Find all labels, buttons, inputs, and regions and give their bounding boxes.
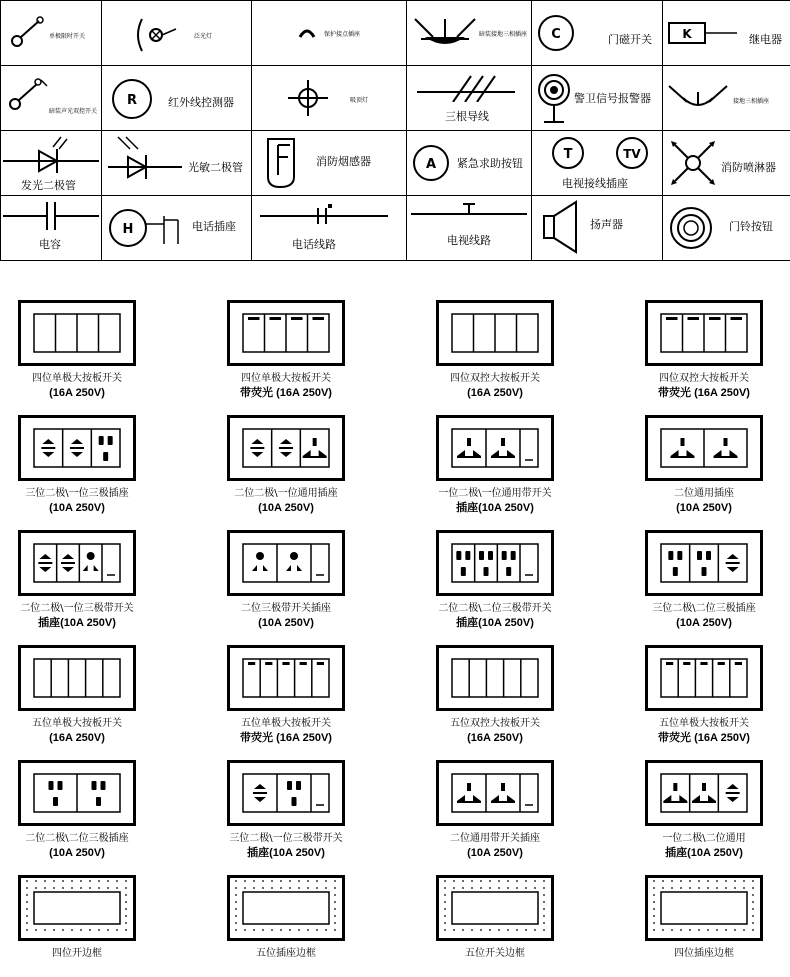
panel-plate [227,760,345,826]
panel-caption-line2: (16A 250V) [49,387,105,399]
panel-caption-line2: (10A 250V) [467,847,523,859]
panel-caption [211,832,361,860]
panel-caption [420,602,570,630]
cell-phone-line [252,196,407,261]
panel-caption [629,602,779,630]
panel-caption [420,717,570,745]
label-sprinkler: 消防喷淋器 [721,161,776,174]
cell-doorbell [663,196,790,261]
panel-caption-line2: (10A 250V) [676,617,732,629]
cell-phone-socket [102,196,252,261]
guard-alarm-symbol [536,72,572,128]
panel-caption-line1: 一位二极\二位通用 [662,833,746,844]
panel-caption-line2: 插座(10A 250V) [456,502,534,514]
panel-caption-line2: (10A 250V) [49,847,105,859]
label-infrared-detector: 红外线控测器 [168,96,234,109]
label-door-switch: 门磁开关 [608,33,652,46]
ceiling-lamp-symbol [288,80,328,116]
panel-caption-line2: (10A 250V) [258,617,314,629]
cell-speaker [532,196,663,261]
panel-plate [645,530,763,596]
label-phone-socket: 电话插座 [192,220,236,233]
panel-caption-line1: 三位二极\一位三极带开关 [229,833,343,844]
sound-light-switch-symbol [7,76,51,112]
panel-caption-line2: 带荧光 (16A 250V) [240,732,332,744]
panel-plate [645,415,763,481]
tv-socket-symbol [550,135,650,171]
infrared-letter: R [126,93,138,108]
protected-socket-symbol [298,25,316,39]
panel-caption-line1: 一位二极\一位通用带开关 [438,488,552,499]
panel-plate [436,760,554,826]
panel-caption [211,602,361,630]
panel-caption [420,487,570,515]
panel-caption-line1: 四位双控大按板开关 [659,373,749,384]
label-protected-socket: 保护接点插座 [324,31,361,38]
panel-caption [211,717,361,745]
emergency-letter: A [425,157,437,172]
cell-sound-light-switch [1,66,102,131]
panel-caption-line1: 二位二极\二位三极插座 [25,833,129,844]
cell-door-switch [532,1,663,66]
panel-caption [2,602,152,630]
door-switch-letter: C [551,27,561,42]
photodiode-symbol [108,135,182,181]
relay-letter: K [682,27,692,41]
label-ceiling-lamp: 吸顶灯 [350,97,369,104]
label-timer-switch: 单极限时开关 [49,33,86,40]
infrared-detector-symbol [110,77,154,121]
panel-caption-line1: 五位双控大按板开关 [450,718,540,729]
door-switch-symbol [536,13,576,53]
panel-caption [629,487,779,515]
cell-floodlight [102,1,252,66]
panel-caption [420,832,570,860]
panel-plate [645,300,763,366]
panel-caption-line1: 二位二极\一位三极带开关 [20,603,134,614]
panel-plate [18,415,136,481]
panel-caption [2,487,152,515]
panel-caption-line2: 插座(10A 250V) [665,847,743,859]
panel-plate [227,530,345,596]
tv-socket-t: T [563,147,573,162]
panel-caption [2,717,152,745]
panel-caption-line1: 三位二极\二位三极插座 [652,603,756,614]
panel-plate [645,645,763,711]
phone-socket-symbol [106,206,186,250]
label-relay: 继电器 [749,33,782,46]
cell-emergency-button [407,131,532,196]
sprinkler-symbol [669,137,717,189]
panel-caption-line1: 四位开边框 [52,948,102,959]
panel-plate [18,530,136,596]
label-doorbell: 门铃按钮 [729,220,773,233]
panel-caption [2,832,152,860]
panel-caption [629,717,779,745]
tv-socket-tv: TV [623,147,641,161]
panel-plate [18,760,136,826]
panel-caption [420,947,570,961]
label-emergency-button: 紧急求助按钮 [457,157,523,170]
label-guard-alarm: 警卫信号报警器 [574,92,651,105]
led-symbol [3,135,101,175]
panel-caption-line1: 五位单极大按板开关 [32,718,122,729]
panel-caption-line1: 二位二极\二位三极带开关 [438,603,552,614]
label-smoke-detector: 消防烟感器 [316,155,371,168]
panel-plate [645,760,763,826]
panel-plate [436,415,554,481]
cell-tv-line [407,196,532,261]
label-phone-line: 电话线路 [292,238,336,251]
panel-caption-line1: 五位开关边框 [465,948,525,959]
panel-frame [645,875,763,941]
panel-caption-line2: (16A 250V) [49,732,105,744]
panel-plate [227,415,345,481]
three-phase-socket-symbol [413,17,477,51]
panel-plate [436,530,554,596]
panel-caption-line2: 带荧光 (16A 250V) [658,732,750,744]
panel-caption-line1: 二位三极带开关插座 [241,603,331,614]
panel-caption-line1: 五位单极大按板开关 [659,718,749,729]
panel-frame [227,875,345,941]
smoke-detector-symbol [266,137,302,189]
panel-frame [436,875,554,941]
panel-caption [629,947,779,961]
floodlight-symbol [132,15,182,55]
label-capacitor: 电容 [39,238,61,251]
panel-caption-line2: 插座(10A 250V) [247,847,325,859]
panel-caption-line2: (16A 250V) [467,387,523,399]
panel-plate [18,645,136,711]
cell-3phase-socket-2 [663,66,790,131]
cell-timer-switch [1,1,102,66]
label-tv-line: 电视线路 [447,234,491,247]
cell-capacitor [1,196,102,261]
cell-smoke-detector [252,131,407,196]
panel-caption-line1: 四位单极大按板开关 [32,373,122,384]
panel-plate [436,300,554,366]
panel-caption [629,372,779,400]
label-photodiode: 光敏二极管 [188,161,243,174]
panel-caption-line2: (10A 250V) [49,502,105,514]
panel-caption [211,947,361,961]
label-speaker: 扬声器 [590,218,623,231]
panel-caption [2,947,152,961]
cell-relay [663,1,790,66]
panel-caption-line2: 插座(10A 250V) [38,617,116,629]
phone-socket-letter: H [122,222,134,237]
three-wires-symbol [417,72,517,102]
cell-3phase-socket [407,1,532,66]
panel-caption-line1: 四位双控大按板开关 [450,373,540,384]
panel-caption-line1: 四位单极大按板开关 [241,373,331,384]
label-tv-socket: 电视接线插座 [562,177,628,190]
panel-caption-line2: (16A 250V) [467,732,523,744]
panel-caption [2,372,152,400]
panel-caption [211,372,361,400]
panel-caption-line2: 带荧光 (16A 250V) [240,387,332,399]
panel-caption-line2: 插座(10A 250V) [456,617,534,629]
panel-caption-line1: 二位通用带开关插座 [450,833,540,844]
doorbell-symbol [667,204,715,252]
phone-line-symbol [260,202,390,226]
label-led: 发光二极管 [21,179,76,192]
cell-protected-socket [252,1,407,66]
cell-tv-socket [532,131,663,196]
cell-infrared-detector [102,66,252,131]
cell-led [1,131,102,196]
cell-sprinkler [663,131,790,196]
label-3phase-socket-2: 接地三相插座 [733,98,770,105]
tv-line-symbol [411,200,529,220]
label-three-wires: 三根导线 [445,110,489,123]
three-phase-socket-symbol [667,84,729,112]
panel-caption-line2: 带荧光 (16A 250V) [658,387,750,399]
panel-caption-line1: 三位二极\一位三极插座 [25,488,129,499]
panel-caption [211,487,361,515]
panel-plate [436,645,554,711]
cell-ceiling-lamp [252,66,407,131]
cell-guard-alarm [532,66,663,131]
cell-photodiode [102,131,252,196]
speaker-symbol [542,198,582,256]
panel-caption-line2: (10A 250V) [676,502,732,514]
panel-plate [18,300,136,366]
panel-frame [18,875,136,941]
panel-caption-line1: 二位通用插座 [674,488,734,499]
relay-symbol [667,21,739,47]
panel-plate [227,300,345,366]
panel-caption-line1: 二位二极\一位通用插座 [234,488,338,499]
panel-caption [420,372,570,400]
panel-caption-line1: 五位插座边框 [256,948,316,959]
label-3phase-socket: 暗装接地三相插座 [479,31,528,38]
panel-caption-line2: (10A 250V) [258,502,314,514]
emergency-button-symbol [411,143,451,183]
panel-caption [629,832,779,860]
label-floodlight: 泛光灯 [194,33,213,40]
panel-caption-line1: 五位单极大按板开关 [241,718,331,729]
label-sound-light-switch: 暗装声光双控开关 [49,108,98,115]
symbol-legend-table [0,0,790,261]
capacitor-symbol [3,200,101,232]
panel-caption-line1: 四位插座边框 [674,948,734,959]
panel-plate [227,645,345,711]
cell-three-wires [407,66,532,131]
timer-switch-symbol [9,15,49,49]
